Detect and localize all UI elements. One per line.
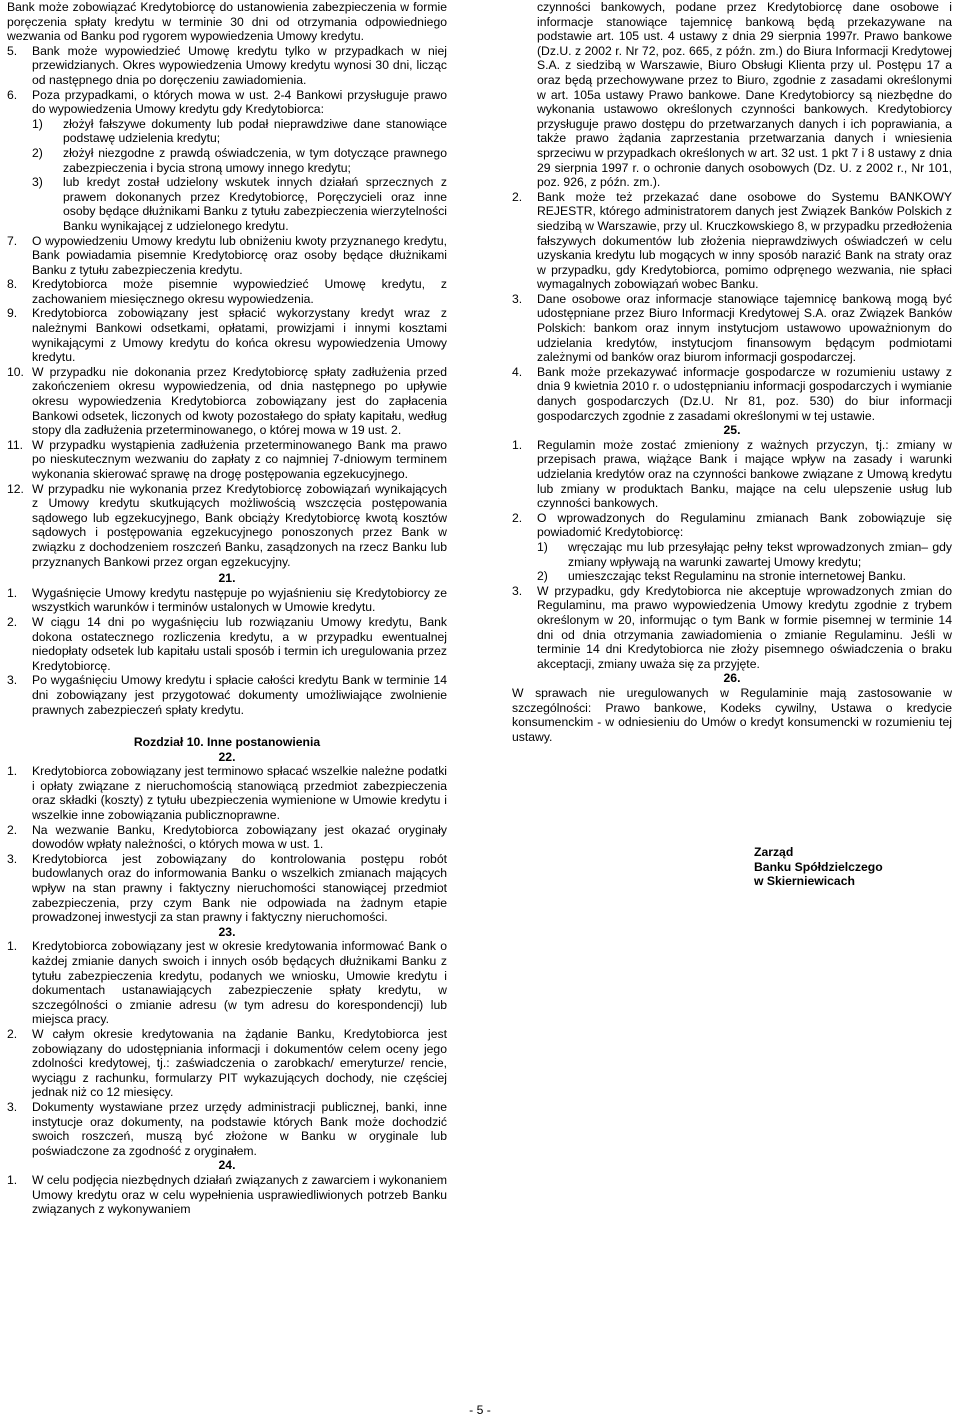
numbered-item — [7, 615, 447, 673]
section-number: 22. — [218, 749, 236, 764]
item-number: 1. — [7, 764, 18, 779]
item-number: 2. — [512, 510, 523, 525]
item-text: Bank może przekazywać informacje gospodarcze w rozumieniu ustawy z dnia 9 kwietnia 2010 r. o udostępnianiu informacji gospodarczych i wymianie danych gospodarczych (Dz.U. Nr 81, poz. 530) do biur informacji gospodarczych zgodnie z zasadami określonymi w tej ustawie. — [537, 364, 952, 423]
paragraph: Bank może zobowiązać Kredytobiorcę do ustanowienia zabezpieczenia w formie poręczenia spłaty kredytu w terminie 30 dni od otrzymania odpowiedniego wezwania od Banku pod rygorem wypowiedzenia Umowy kredytu. — [7, 0, 447, 44]
numbered-item — [7, 852, 447, 925]
numbered-item — [512, 438, 952, 511]
numbered-item — [7, 44, 447, 88]
numbered-item — [7, 764, 447, 822]
item-number: 1. — [7, 939, 18, 954]
item-text: umieszczając tekst Regulaminu na stronie internetowej Banku. — [568, 569, 907, 584]
item-text: Kredytobiorca zobowiązany jest w okresie kredytowania informować Bank o każdej zmianie danych swoich i innych osób będących dłużnikami Banku z tytułu zabezpieczenia kredytu, podanych we wniosku, Umowie kredytu i dokumentach ustanawiających zabezpieczenie spłaty kredytu, w szczególności o zmianie adresu (w tym adresu do korespondencji) lub miejsca pracy. — [32, 939, 447, 1027]
numbered-item — [7, 586, 447, 615]
item-text: W ciągu 14 dni po wygaśnięciu lub rozwiązaniu Umowy kredytu, Bank dokona ostatecznego rozliczenia kredytu, a w przypadku ewentualnej niedopłaty odsetek lub kapitału ustali sposób i termin ich uregulowania przez Kredytobiorcę. — [32, 614, 447, 673]
item-text: Bank może też przekazać dane osobowe do Systemu BANKOWY REJESTR, którego administratorem danych jest Związek Banków Polskich z siedzibą w Warszawie, przy ul. Kruczkowskiego 8, w przypadku przedłożenia fałszywych dokumentów lub złożenia nieprawdziwych oświadczeń w celu uzyskania kredytu lub mogących w inny sposób narazić Bank na straty oraz w przypadku, gdy Kredytobiorca, pomimo odpręnego wezwania, nie spłaci wymagalnych zobowiązań wobec Banku. — [537, 189, 952, 292]
numbered-item — [7, 1100, 447, 1158]
signature-line-2: Banku Spółdzielczego — [754, 859, 883, 874]
item-text: W przypadku wystąpienia zadłużenia przeterminowanego Bank ma prawo po nieskutecznym wezwaniu do zapłaty z co najmniej 7-dniowym terminem wykonania skierować sprawę na drogę postępowania egzekucyjnego. — [32, 437, 447, 481]
item-text: W celu podjęcia niezbędnych działań związanych z zawarciem i wykonaniem Umowy kredytu oraz w celu wypełnienia usprawiedliwionych potrzeb Banku związanych z wykonywaniem — [32, 1172, 447, 1217]
section-number: 23. — [218, 924, 236, 939]
item-number: 3. — [7, 851, 18, 866]
numbered-item — [7, 88, 447, 117]
sub-item — [512, 569, 952, 584]
item-number: 3. — [512, 291, 523, 306]
item-text: lub kredyt został udzielony wskutek innych działań sprzecznych z prawem dokonanych przez Kredytobiorcę, Poręczycieli oraz inne osoby będące dłużnikami Banku z tytułu zabezpieczenia wierzytelności Banku wynikającej z udzielonego kredytu. — [63, 175, 447, 233]
page-number: - 5 - — [469, 1403, 491, 1417]
numbered-item — [7, 673, 447, 717]
item-number: 7. — [7, 233, 18, 248]
item-text: Dane osobowe oraz informacje stanowiące tajemnicę bankową mogą być udostępniane przez Biuro Informacji Kredytowej S.A. oraz Związek Banków Polskich: bankom oraz innym instytucjom ustawowo upoważnionym do udzielania kredytów, instytucjom finansowym będącym podmiotami zależnymi od banków oraz biurom informacji gospodarczej. — [537, 291, 952, 365]
item-text: W przypadku, gdy Kredytobiorca nie akceptuje wprowadzonych zmian do Regulaminu, ma prawo wypowiedzenia Umowy kredytu zgodnie z trybem określonym w 20, informując o tym Bank w formie pisemnej w terminie 14 dni od dnia otrzymania zawiadomienia o zmianie Regulaminu. Jeśli w terminie 14 dni Kredytobiorca nie złoży pisemnego oświadczenia o braku akceptacji, zmiany uważa się za przyjęte. — [537, 583, 952, 671]
item-number: 10. — [7, 364, 24, 379]
item-text: złożył fałszywe dokumenty lub podał nieprawdziwe dane stanowiące podstawę udzielenia kredytu; — [63, 116, 447, 146]
item-number: 3) — [32, 175, 43, 190]
item-number: 9. — [7, 306, 18, 321]
item-text: Dokumenty wystawiane przez urzędy administracji publicznej, banki, inne instytucje oraz dokumenty, na podstawie których Bank może dochodzić swoich roszczeń, muszą być złożone w Banku w oryginale lub poświadczone za zgodność z oryginałem. — [32, 1099, 447, 1158]
numbered-item — [7, 1173, 447, 1217]
numbered-item — [512, 292, 952, 365]
chapter-heading: Rozdział 10. Inne postanowienia — [133, 735, 321, 750]
item-text: O wprowadzonych do Regulaminu zmianach Bank zobowiązuje się powiadomić Kredytobiorcę: — [537, 510, 952, 540]
section-number: 21. — [218, 571, 236, 586]
numbered-item — [7, 234, 447, 278]
left-column — [7, 0, 447, 1217]
item-number: 3. — [512, 583, 523, 598]
section-number: 26. — [723, 671, 741, 686]
item-text: Kredytobiorca zobowiązany jest spłacić wykorzystany kredyt wraz z należnymi Bankowi odsetkami, opłatami, prowizjami i innymi kosztami wynikającymi z Umowy kredytu do końca okresu wypowiedzenia Umowy kredytu. — [32, 306, 447, 365]
section-number: 25. — [723, 423, 741, 438]
item-number: 2) — [32, 145, 43, 160]
numbered-item — [7, 438, 447, 482]
item-text: W całym okresie kredytowania na żądanie Banku, Kredytobiorca jest zobowiązany do udostępniania informacji i dokumentów celem oceny jego zdolności kredytowej, tj.: zaświadczenia o zarobkach/ emeryturze/ rencie, wyciągu z rachunku, formularzy PIT wykazujących dochody, nie częściej jednak niż co 12 miesięcy. — [32, 1026, 447, 1100]
paragraph: czynności bankowych, podane przez Kredytobiorcę dane osobowe i informacje stanowiące tajemnicę bankową będą przekazywane na podstawie art. 105 ust. 4 ustawy z dnia 29 sierpnia 1997r. Prawo bankowe (Dz.U. z 2002 r. Nr 72, poz. 665, z późn. zm.) do Biura Informacji Kredytowej S.A. z siedzibą w Warszawie, Biuro Obsługi Klienta przy ul. Postępu 17 a oraz będą przechowywane przez to Biuro, zgodnie z zasadami określonymi w art. 105a ustawy Prawo bankowe. Dane Kredytobiorcy są niezbędne do wykonania ustawowo określonych czynności bankowych. Kredytobiorcy przysługuje prawo dostępu do przetwarzanych danych i ich poprawiania, a także prawo żądania zaprzestania przetwarzania danych i wniesienia sprzeciwu w przypadkach określonych w art. 32 ust. 1 pkt 7 i 8 ustawy z dnia 29 sierpnia 1997 r. o ochronie danych osobowych (Dz. U. z 2002 r., Nr 101, poz. 926, z późn. zm.). — [537, 0, 952, 190]
sub-item — [512, 540, 952, 569]
sub-item — [7, 146, 447, 175]
sub-item — [7, 117, 447, 146]
item-text: Po wygaśnięciu Umowy kredytu i spłacie całości kredytu Bank w terminie 14 dni zobowiązany jest przygotować dokumenty umożliwiające zwolnienie prawnych zabezpieczeń spłaty kredytu. — [32, 673, 447, 717]
item-number: 12. — [7, 481, 24, 496]
sub-item — [7, 175, 447, 233]
item-text: W przypadku nie wykonania przez Kredytobiorcę zobowiązań wynikających z Umowy kredytu skutkujących możliwością wszczęcia postępowania sądowego lub egzekucyjnego, Bank obciąży Kredytobiorcę kwotą kosztów sądowych i postępowania egzekucyjnego ponoszonych przez Bank w związku z dochodzeniem roszczeń Banku, zasądzonych na rzecz Banku lub przyznanych Bankowi przez organ egzekucyjny. — [32, 481, 447, 569]
signature-block — [754, 845, 883, 889]
item-text: Wygaśnięcie Umowy kredytu następuje po wyjaśnieniu się Kredytobiorcy ze wszystkich warunków i terminów ustalonych w Umowie kredytu. — [32, 585, 447, 615]
item-text: Kredytobiorca zobowiązany jest terminowo spłacać wszelkie należne podatki i opłaty związane z nieruchomością stanowiącą przedmiot zabezpieczenia oraz składki (koszty) z tytułu ubezpieczenia wymienione w Umowie kredytu i wszelkie inne zobowiązania publicznoprawne. — [32, 764, 447, 823]
item-number: 6. — [7, 87, 18, 102]
numbered-item — [512, 511, 952, 540]
item-number: 3. — [7, 1099, 18, 1114]
numbered-item — [7, 1027, 447, 1100]
paragraph: W sprawach nie uregulowanych w Regulaminie mają zastosowanie w szczególności: Prawo bankowe, Kodeks cywilny, Ustawa o kredycie konsumenckim - w odniesieniu do Umów o kredyt konsumencki w rozumieniu tej ustawy. — [512, 685, 952, 744]
item-number: 1. — [7, 1172, 18, 1187]
numbered-item — [512, 190, 952, 292]
numbered-item — [512, 365, 952, 423]
item-number: 2. — [7, 1026, 18, 1041]
item-text: Kredytobiorca może pisemnie wypowiedzieć Umowę kredytu, z zachowaniem miesięcznego okresu wypowiedzenia. — [32, 277, 447, 306]
numbered-item — [7, 482, 447, 570]
signature-line-3: w Skierniewicach — [754, 874, 855, 889]
item-number: 1. — [7, 585, 18, 600]
item-text: wręczając mu lub przesyłając pełny tekst wprowadzonych zmian– gdy zmiany wpływają na warunki zawartej Umowy kredytu; — [568, 539, 952, 569]
item-text: Na wezwanie Banku, Kredytobiorca zobowiązany jest okazać oryginały dowodów wpłaty należności, o których mowa w ust. 1. — [32, 822, 447, 852]
item-number: 2. — [7, 822, 18, 837]
item-number: 3. — [7, 673, 18, 688]
item-number: 2. — [7, 614, 18, 629]
numbered-item — [7, 277, 447, 306]
numbered-item — [7, 365, 447, 438]
item-number: 1) — [537, 539, 548, 554]
item-text: W przypadku nie dokonania przez Kredytobiorcę spłaty zadłużenia przed zakończeniem okresu wypowiedzenia, od dnia następnego po upływie okresu wypowiedzenia Kredytobiorca zobowiązany jest do zapłacenia Bankowi odsetek, liczonych od kwoty pozostałego do spłaty kapitału, według stopy dla zadłużenia przeterminowanego, o której mowa w 19 ust. 2. — [32, 364, 447, 438]
item-text: Regulamin może zostać zmieniony z ważnych przyczyn, tj.: zmiany w przepisach prawa, wiążące Bank i mające wpływ na zasady i warunki udzielania kredytów oraz na czynności bankowe związane z Umową kredytu lub zmiany w produktach Banku, mające na celu ulepszenie usług lub czynności bankowych. — [537, 437, 952, 511]
signature-line-1: Zarząd — [754, 845, 794, 859]
item-text: Bank może wypowiedzieć Umowę kredytu tylko w przypadkach w niej przewidzianych. Okres wypowiedzenia Umowy kredytu wynosi 30 dni, licząc od następnego dnia po doręczeniu zawiadomienia. — [32, 43, 447, 87]
section-number: 24. — [218, 1158, 236, 1173]
item-text: O wypowiedzeniu Umowy kredytu lub obniżeniu kwoty przyznanego kredytu, Bank powiadamia pisemnie Kredytobiorcę oraz osoby będące dłużnikami Banku z tytułu zabezpieczenia kredytu. — [32, 233, 447, 277]
item-text: Poza przypadkami, o których mowa w ust. 2-4 Bankowi przysługuje prawo do wypowiedzenia Umowy kredytu gdy Kredytobiorca: — [32, 87, 447, 117]
item-text: złożył niezgodne z prawdą oświadczenia, w tym dotyczące prawnego zabezpieczenia i bycia stroną umowy innego kredytu; — [63, 145, 447, 175]
item-number: 5. — [7, 43, 18, 58]
right-column — [512, 0, 952, 744]
numbered-item — [512, 584, 952, 672]
numbered-item — [7, 823, 447, 852]
item-number: 8. — [7, 277, 18, 292]
item-number: 11. — [7, 437, 24, 452]
numbered-item — [7, 939, 447, 1027]
item-text: Kredytobiorca jest zobowiązany do kontrolowania postępu robót budowlanych oraz do informowania Banku o wszelkich zmianach mających wpływ na stan prawny i faktyczny nieruchomości stanowiącej przedmiot zabezpieczenia, przy czym Bank nie odpowiada na żadnym etapie prowadzonej inwestycji za stan prawny i faktyczny nieruchomości. — [32, 851, 447, 925]
numbered-item — [7, 306, 447, 364]
item-number: 1. — [512, 437, 523, 452]
item-number: 2. — [512, 189, 523, 204]
item-number: 1) — [32, 116, 43, 131]
item-number: 2) — [537, 569, 548, 584]
item-number: 4. — [512, 364, 523, 379]
